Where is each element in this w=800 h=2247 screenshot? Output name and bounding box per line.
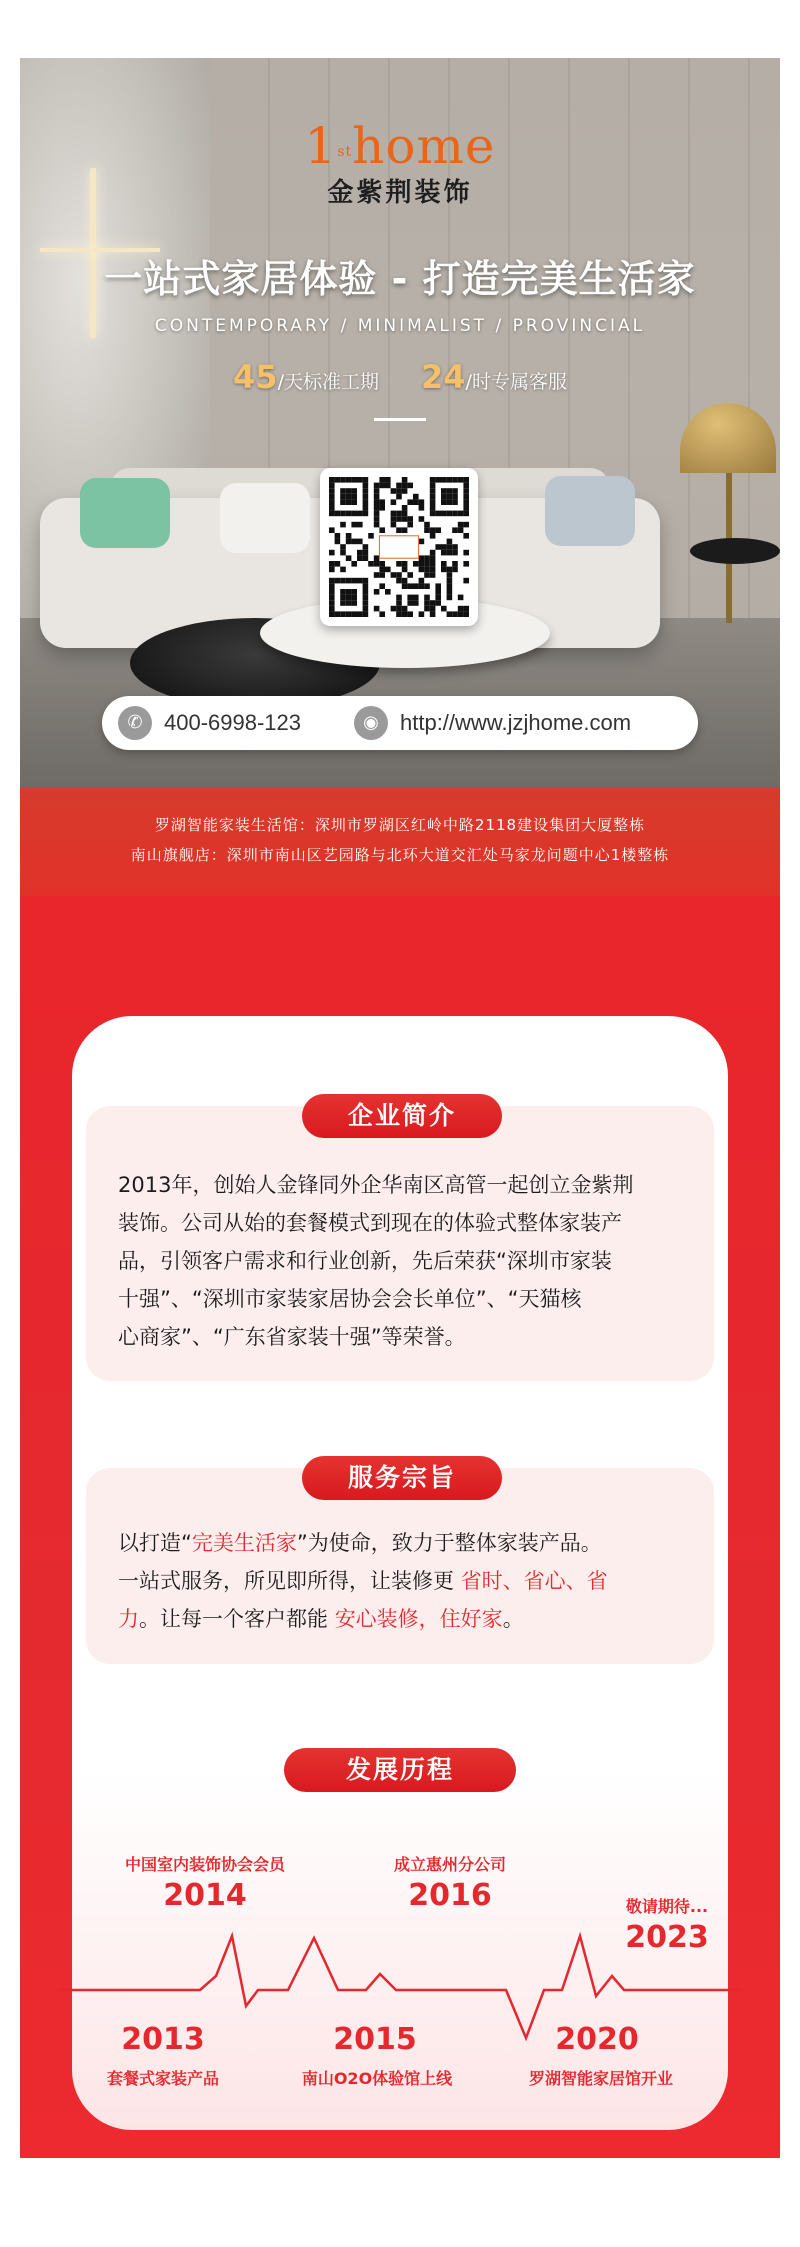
contact-bar <box>102 696 698 750</box>
hero-banner <box>20 58 780 788</box>
qr-code-image <box>320 468 478 626</box>
stat-service: 24/时专属客服 <box>421 358 567 396</box>
logo-prefix: 1 <box>304 117 338 175</box>
timeline-label-2013: 套餐式家装产品 <box>106 2069 219 2088</box>
timeline-label-2015: 南山O2O体验馆上线 <box>301 2069 453 2088</box>
globe-icon: ◉ <box>354 706 388 740</box>
phone-number[interactable]: 400-6998-123 <box>164 710 302 735</box>
timeline-year-2013: 2013 <box>121 2022 205 2057</box>
timeline-label-2014: 中国室内装饰协会会员 <box>124 1855 285 1874</box>
poster <box>20 58 780 2158</box>
logo-sup: st <box>337 144 353 160</box>
hero-divider <box>374 418 426 421</box>
timeline-year-2014: 2014 <box>163 1878 247 1913</box>
hero-stats <box>20 358 780 396</box>
timeline-year-2015: 2015 <box>333 2022 417 2057</box>
timeline-label-2023: 敬请期待... <box>625 1897 709 1916</box>
timeline-year-2023: 2023 <box>625 1920 709 1955</box>
content-area <box>20 896 780 2158</box>
address-luohu: 罗湖智能家装生活馆：深圳市罗湖区红岭中路2118建设集团大厦整栋 <box>154 816 646 834</box>
timeline-line <box>20 896 780 2158</box>
timeline-label-2016: 成立惠州分公司 <box>393 1855 506 1874</box>
mission-text: 以打造“完美生活家”为使命，致力于整体家装产品。 一站式服务，所见即所得，让装修更 省时、省心、省 力。让每一个客户都能 安心装修，住好家。 <box>118 1531 608 1631</box>
timeline-label-2020: 罗湖智能家居馆开业 <box>528 2069 673 2088</box>
white-pillow <box>220 483 310 553</box>
qr-code[interactable] <box>320 468 478 626</box>
timeline-year-2016: 2016 <box>408 1878 492 1913</box>
side-table-image <box>690 538 780 564</box>
history-title: 发展历程 <box>284 1748 516 1792</box>
green-pillow <box>80 478 170 548</box>
logo-word: home <box>352 117 496 175</box>
website-link[interactable]: http://www.jzjhome.com <box>400 710 632 735</box>
intro-title: 企业简介 <box>302 1094 502 1138</box>
brand-name-cn: 金紫荆装饰 <box>327 178 473 208</box>
address-nanshan: 南山旗舰店：深圳市南山区艺园路与北环大道交汇处马家龙问题中心1楼整栋 <box>130 846 670 864</box>
address-strip <box>20 788 780 896</box>
brand-logo <box>20 118 780 209</box>
stat-schedule: 45/天标准工期 <box>233 358 379 396</box>
hero-subtitle: CONTEMPORARY / MINIMALIST / PROVINCIAL <box>154 316 646 336</box>
timeline-year-2020: 2020 <box>555 2022 639 2057</box>
hero-headline: 一站式家居体验 - 打造完美生活家 <box>104 257 696 301</box>
phone-icon: ✆ <box>118 706 152 740</box>
blue-pillow <box>545 476 635 546</box>
mission-title: 服务宗旨 <box>302 1456 502 1500</box>
intro-text: 2013年，创始人金锋同外企华南区高管一起创立金紫荆 装饰。公司从始的套餐模式到现在的体验式整体家装产 品，引领客户需求和行业创新，先后荣获“深圳市家装 十强”、“深圳市家装家居协会会长单位”、“天猫核 心商家”、“广东省家装十强”等荣誉。 <box>118 1173 634 1349</box>
